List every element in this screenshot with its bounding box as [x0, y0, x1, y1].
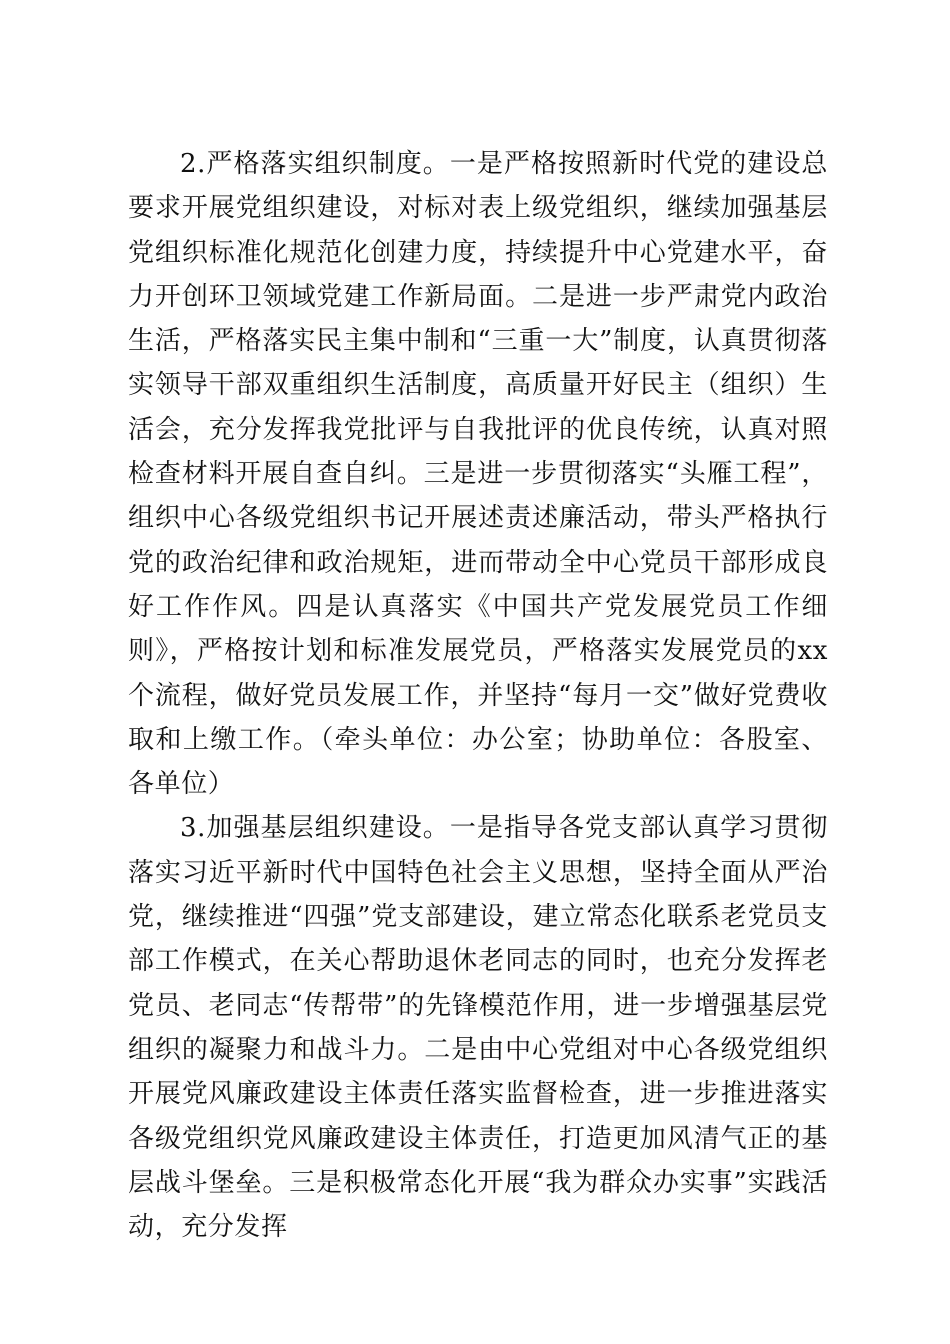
paragraph-grassroots-building: 3.加强基层组织建设。一是指导各党支部认真学习贯彻落实习近平新时代中国特色社会主义思想，坚持全面从严治党，继续推进“四强”党支部建设，建立常态化联系老党员支部工作模式，在关心帮助退休老同志的同时，也充分发挥老党员、老同志“传帮带”的先锋模范作用，进一步增强基层党组织的凝聚力和战斗力。二是由中心党组对中心各级党组织开展党风廉政建设主体责任落实监督检查，进一步推进落实各级党组织党风廉政建设主体责任，打造更加风清气正的基层战斗堡垒。三是积极常态化开展“我为群众办实事”实践活动，充分发挥 [128, 813, 828, 1243]
paragraph-organization-system: 2.严格落实组织制度。一是严格按照新时代党的建设总要求开展党组织建设，对标对表上级党组织，继续加强基层党组织标准化规范化创建力度，持续提升中心党建水平，奋力开创环卫领域党建工作新局面。二是进一步严肃党内政治生活，严格落实民主集中制和“三重一大”制度，认真贯彻落实领导干部双重组织生活制度，高质量开好民主（组织）生活会，充分发挥我党批评与自我批评的优良传统，认真对照检查材料开展自查自纠。三是进一步贯彻落实“头雁工程”，组织中心各级党组织书记开展述责述廉活动，带头严格执行党的政治纪律和政治规矩，进而带动全中心党员干部形成良好工作作风。四是认真落实《中国共产党发展党员工作细则》，严格按计划和标准发展党员，严格落实发展党员的xx个流程，做好党员发展工作，并坚持“每月一交”做好党费收取和上缴工作。（牵头单位：办公室；协助单位：各股室、各单位） [128, 149, 828, 800]
document-body [128, 142, 828, 1249]
